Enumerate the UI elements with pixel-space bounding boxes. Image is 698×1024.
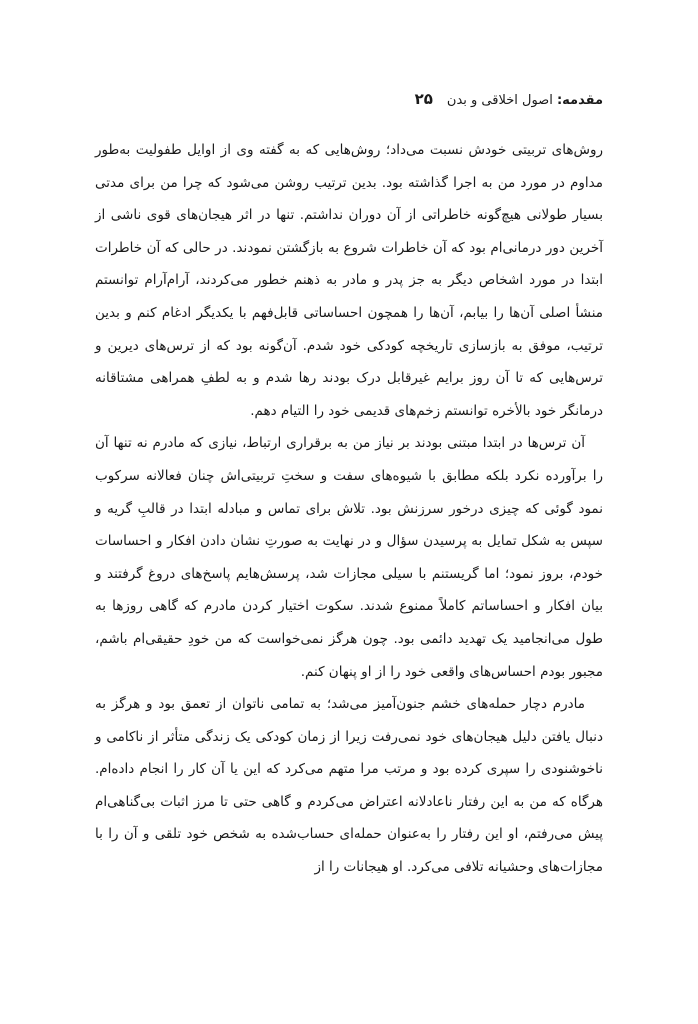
paragraph-3: مادرم دچار حمله‌های خشم جنون‌آمیز می‌شد؛ به تمامی ناتوان از تعمق بود و هرگز به دنبال یافتن دلیل هیجان‌های خود نمی‌رفت زیرا از زمان کودکی یک زندگی متأثر از ناکامی و ناخوشنودی را سپری کرده بود و مرتب مرا متهم می‌کرد که این یا آن کار را انجام داده‌ام. هرگاه که من به این رفتار ناعادلانه اعتراض می‌کردم و گاهی حتی تا مرز اثبات بی‌گناهی‌ام پیش می‌رفتم، او این رفتار را به‌عنوان حمله‌ای حساب‌شده به شخص خود تلقی و آن را با مجازات‌های وحشیانه تلافی می‌کرد. او هیجانات را از [95,696,603,876]
paragraph-2: آن ترس‌ها در ابتدا مبتنی بودند بر نیاز من به برقراری ارتباط، نیازی که مادرم نه تنها آن را برآورده نکرد بلکه مطابق با شیوه‌های سفت و سختِ تربیتی‌اش چنان فعالانه سرکوب نمود گوئی که چیزی درخور سرزنش بود. تلاش برای تماس و مبادله ابتدا در قالبِ گریه و سپس به شکل تمایل به پرسیدن سؤال و در نهایت به صورتِ نشان دادن افکار و احساسات خودم، بروز نمود؛ اما گریستنم با سیلی مجازات شد، پرسش‌هایم پاسخ‌های دروغ گرفتند و بیان افکار و احساساتم کاملاً ممنوع شدند. سکوت اختیار کردن مادرم که گاهی روزها به طول می‌انجامید یک تهدید دائمی بود. چون هرگز نمی‌خواست که من خودِ حقیقی‌ام باشم، مجبور بودم احساس‌های واقعی خود را از او پنهان کنم. [95,435,603,680]
body-text [95,134,603,884]
page-number: ۲۵ [414,90,433,108]
chapter-title [447,93,603,108]
chapter-title-text: اصول اخلاقی و بدن [446,93,557,108]
chapter-title-label: مقدمه: [556,93,603,108]
running-header [95,90,603,114]
paragraph-1: روش‌های تربیتی خودش نسبت می‌داد؛ روش‌هایی که به گفته وی از اوایل طفولیت به‌طور مداوم در مورد من به اجرا گذاشته بود. بدین ترتیب روشن می‌شود که چرا من برای مدتی بسیار طولانی هیچ‌گونه خاطراتی از آن دوران نداشتم. تنها در اثر هیجان‌های قوی ناشی از آخرین دور درمانی‌ام بود که آن خاطرات شروع به بازگشتن نمودند. در حالی که آن خاطرات ابتدا در مورد اشخاص دیگر به جز پدر و مادر به ذهنم خطور می‌کردند، آرام‌آرام توانستم منشأ اصلی آن‌ها را بیابم، آن‌ها را همچون احساساتی قابل‌فهم با یکدیگر ادغام کنم و بدین ترتیب، موفق به بازسازی تاریخچه کودکی خود شدم. آن‌گونه بود که از ترس‌های دیرین و ترس‌هایی که تا آن روز برایم غیرقابل درک بودند رها شدم و به لطفِ همراهی مشتاقانه درمانگر خود بالأخره توانستم زخم‌های قدیمی خود را التیام دهم. [95,142,603,419]
